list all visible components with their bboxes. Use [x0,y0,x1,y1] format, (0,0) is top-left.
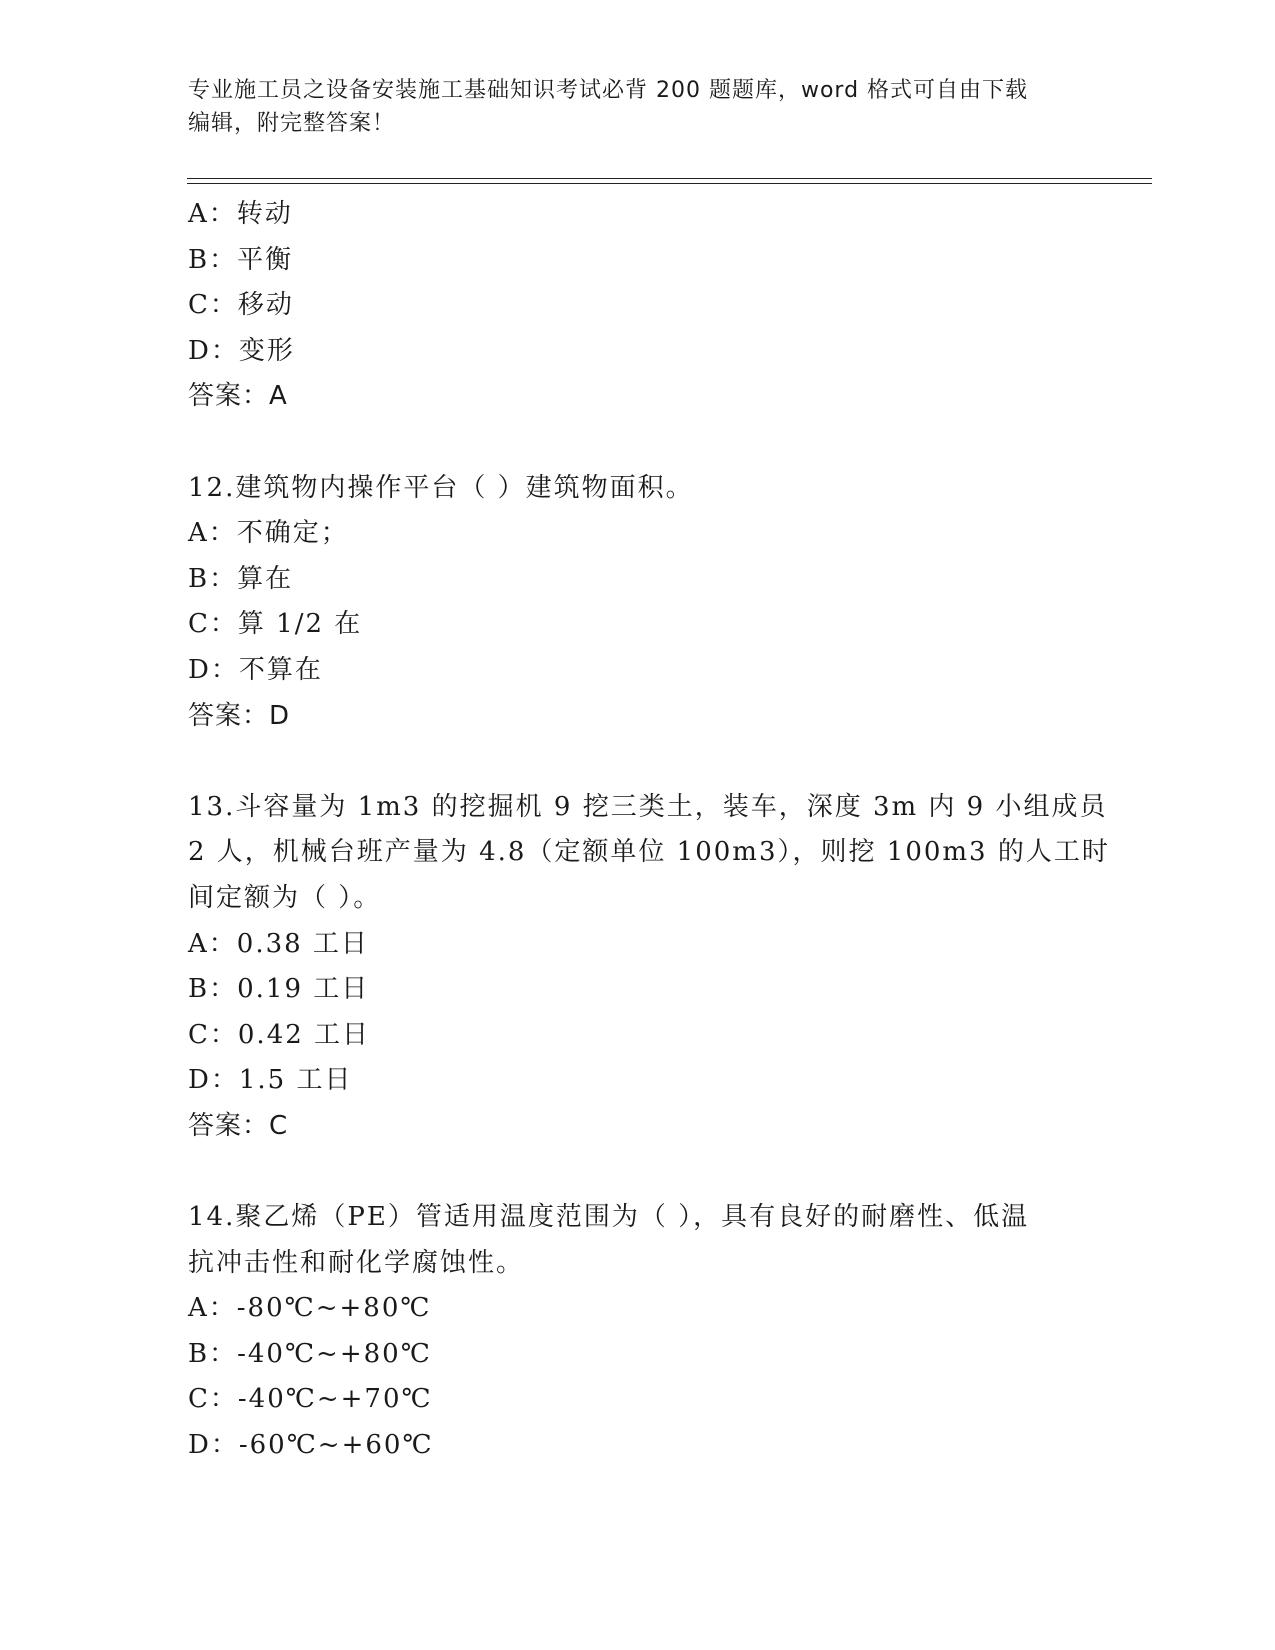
question-13 [188,785,1110,1150]
option-c: C：算 1/2 在 [188,609,363,640]
question-text-line-2: 抗冲击性和耐化学腐蚀性。 [188,1247,525,1278]
option-d: D：1.5 工日 [188,1065,353,1096]
answer-line: 答案：D [188,700,291,731]
question-text-line-1: 13.斗容量为 1m3 的挖掘机 9 挖三类土，装车，深度 3m 内 9 小组成员 [188,791,1108,822]
question-spacer [188,739,1088,785]
header-line-1: 专业施工员之设备安装施工基础知识考试必背 200 题题库，word 格式可自由下载 [188,78,1029,103]
option-d: D：-60℃~+60℃ [188,1430,434,1461]
question-text-line-2: 2 人，机械台班产量为 4.8（定额单位 100m3），则挖 100m3 的人工时 [188,837,1110,868]
question-12 [188,466,1088,740]
question-text-line-1: 14.聚乙烯（PE）管适用温度范围为（ ），具有良好的耐磨性、低温 [188,1202,1030,1233]
option-b: B：算在 [188,563,294,594]
option-a: A：0.38 工日 [188,928,369,959]
option-b: B：平衡 [188,244,294,275]
question-11 [188,192,1088,420]
option-d: D：变形 [188,335,295,366]
header-divider-top [187,178,1152,179]
option-a: A：转动 [188,199,293,229]
answer-line: 答案：A [188,381,288,412]
answer-line: 答案：C [188,1110,289,1141]
option-a: A：不确定； [188,518,349,549]
option-b: B：0.19 工日 [188,974,370,1005]
option-c: C：0.42 工日 [188,1019,371,1050]
option-a: A：-80℃~+80℃ [188,1293,432,1324]
option-d: D：不算在 [188,654,323,685]
question-list [188,192,1110,1469]
option-c: C：-40℃~+70℃ [188,1384,433,1415]
header-line-2: 编辑，附完整答案！ [188,111,396,136]
header-divider-bottom [187,183,1152,184]
question-spacer [188,1149,1088,1195]
option-b: B：-40℃~+80℃ [188,1338,432,1369]
question-14 [188,1195,1088,1469]
document-header [188,74,1068,140]
option-c: C：移动 [188,290,294,321]
question-text: 12.建筑物内操作平台（ ）建筑物面积。 [188,472,694,503]
question-text-line-3: 间定额为（ ）。 [188,882,382,913]
question-spacer [188,420,1088,466]
